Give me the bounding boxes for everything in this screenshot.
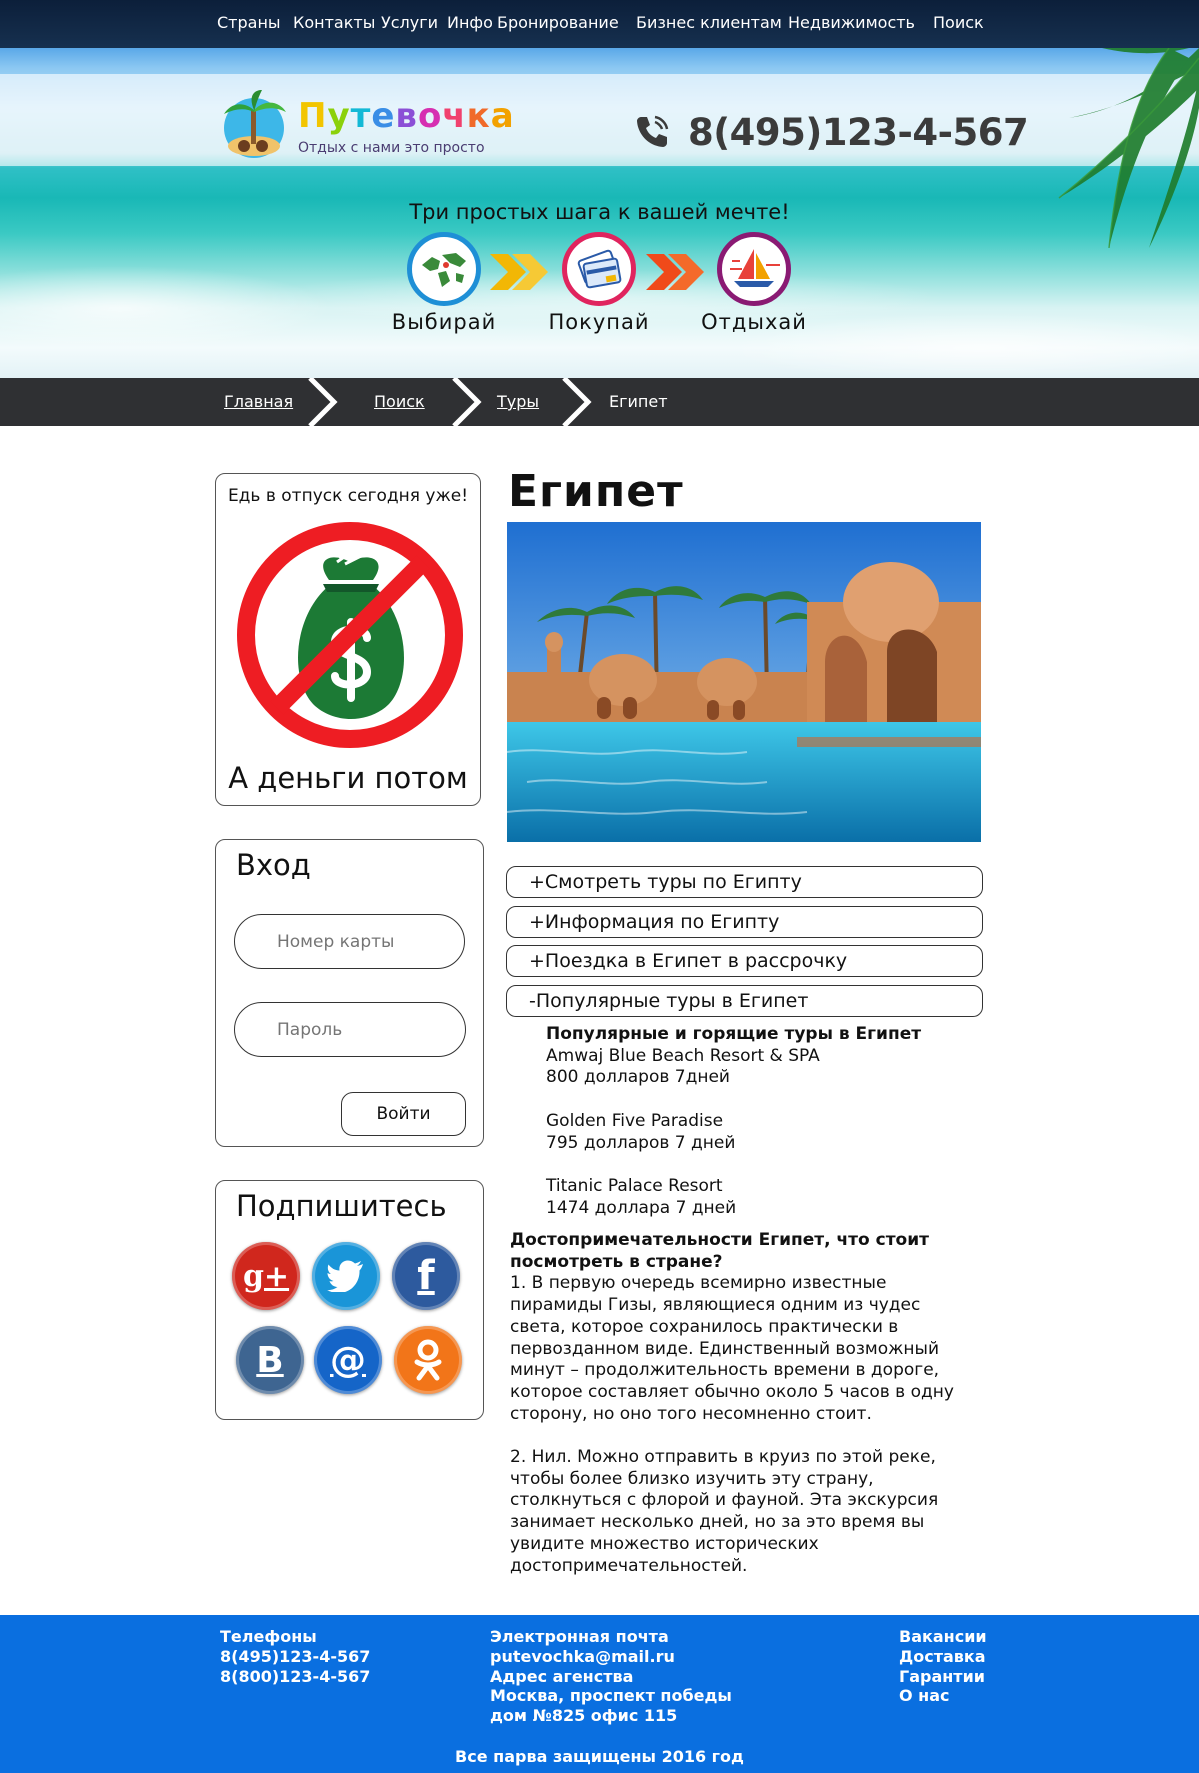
brand-letter: в [395, 96, 418, 136]
nav-item-realty[interactable]: Недвижимость [788, 13, 915, 32]
tour-name: Titanic Palace Resort [546, 1175, 723, 1196]
footer-contacts [490, 1627, 732, 1726]
sights-article [510, 1230, 980, 1577]
tour-price: 800 долларов 7дней [546, 1067, 730, 1088]
promo-card[interactable] [215, 473, 481, 806]
footer-link-guarantees[interactable]: Гарантии [899, 1666, 985, 1686]
odnoklassniki-button[interactable] [394, 1326, 462, 1394]
nav-item-services[interactable]: Услуги [381, 13, 439, 32]
brand-letter: т [350, 96, 372, 136]
footer-address-line: Москва, проспект победы [490, 1686, 732, 1706]
brand-letter: а [490, 96, 515, 136]
footer-phones [220, 1627, 370, 1686]
nav-item-countries[interactable]: Страны [217, 13, 281, 32]
accordion-info[interactable]: +Информация по Египту [506, 906, 983, 938]
login-card [215, 839, 484, 1147]
brand-letter: о [417, 96, 443, 136]
footer-address-title: Адрес агенства [490, 1666, 634, 1686]
sailboat-icon [717, 232, 791, 306]
brand-letter: е [371, 96, 396, 136]
breadcrumb-search[interactable]: Поиск [374, 392, 425, 411]
twitter-icon [327, 1260, 365, 1292]
step-label-choose: Выбирай [391, 310, 497, 334]
brand-letter: П [298, 96, 328, 136]
world-map-icon [407, 232, 481, 306]
facebook-button[interactable] [392, 1242, 460, 1310]
tours-heading: Популярные и горящие туры в Египет [546, 1024, 922, 1044]
footer-address-line: дом №825 офис 115 [490, 1706, 678, 1726]
step-choose[interactable] [384, 232, 504, 334]
site-footer [0, 1615, 1199, 1773]
top-navigation [0, 0, 1199, 48]
breadcrumb-separator-icon [562, 378, 594, 426]
odnoklassniki-icon [411, 1338, 445, 1382]
footer-links [899, 1627, 987, 1706]
footer-link-about[interactable]: О нас [899, 1686, 950, 1706]
steps-title: Три простых шага к вашей мечте! [409, 200, 790, 224]
footer-phone-link[interactable]: 8(495)123-4-567 [220, 1646, 371, 1666]
login-button[interactable]: Войти [341, 1092, 466, 1136]
article-paragraph: 1. В первую очередь всемирно известные пирамиды Гизы, являющиеся одним из чудес света, которое сохранилось практически в первозданном виде. Единственный возможный минут – продолжительность времени в дороге, которое составляет обычно около 5 часов в одну сторону, но оно того несомненно стоит. [510, 1273, 954, 1424]
breadcrumb [0, 378, 1199, 426]
no-money-bag-icon [233, 518, 467, 752]
mail-ru-icon: @ [330, 1339, 366, 1381]
site-logo[interactable] [218, 84, 518, 164]
phone-icon [632, 112, 672, 152]
brand-letter: к [466, 96, 491, 136]
step-buy[interactable] [539, 232, 659, 334]
vkontakte-button[interactable] [236, 1326, 304, 1394]
breadcrumb-separator-icon [452, 378, 484, 426]
tour-name: Amwaj Blue Beach Resort & SPA [546, 1045, 820, 1066]
article-heading: Достопримечательности Египет, что стоит посмотреть в стране? [510, 1230, 929, 1272]
nav-item-contacts[interactable]: Контакты [293, 13, 376, 32]
card-number-input[interactable] [234, 914, 465, 969]
accordion-installment[interactable]: +Поездка в Египет в рассрочку [506, 945, 983, 977]
brand-letter: у [327, 96, 351, 136]
hero-banner [0, 48, 1199, 378]
breadcrumb-separator-icon [308, 378, 340, 426]
nav-item-info[interactable]: Инфо [447, 13, 493, 32]
footer-email-link[interactable]: putevochka@mail.ru [490, 1646, 675, 1666]
footer-phones-title: Телефоны [220, 1627, 317, 1646]
island-logo-icon [218, 88, 290, 160]
twitter-button[interactable] [312, 1242, 380, 1310]
subscribe-card [215, 1180, 484, 1420]
egypt-resort-photo [507, 522, 981, 842]
nav-item-business[interactable]: Бизнес клиентам [636, 13, 782, 32]
step-rest[interactable] [694, 232, 814, 334]
step-label-buy: Покупай [548, 310, 650, 334]
copyright: Все парва защищены 2016 год [455, 1747, 744, 1766]
tour-price: 795 долларов 7 дней [546, 1132, 736, 1153]
subscribe-title: Подпишитесь [236, 1189, 447, 1223]
article-paragraph: 2. Нил. Можно отправить в круиз по этой реке, чтобы более близко изучить эту страну, столкнуться с флорой и фауной. Эта экскурсия занимает несколько дней, но за это время вы увидите множество исторических достопримечательностей. [510, 1447, 939, 1576]
header-phone[interactable] [632, 108, 1028, 156]
credit-card-icon [562, 232, 636, 306]
google-plus-icon: g+ [242, 1258, 290, 1294]
tour-name: Golden Five Paradise [546, 1110, 724, 1131]
accordion-popular-tours[interactable]: -Популярные туры в Египет [506, 985, 983, 1017]
facebook-icon: f [417, 1253, 435, 1299]
tour-price: 1474 доллара 7 дней [546, 1197, 737, 1218]
brand-letter: ч [442, 96, 467, 136]
nav-item-search[interactable]: Поиск [933, 13, 984, 32]
breadcrumb-home[interactable]: Главная [224, 392, 294, 411]
page-title: Египет [508, 466, 684, 517]
footer-phone-link[interactable]: 8(800)123-4-567 [220, 1666, 371, 1686]
breadcrumb-current: Египет [609, 392, 668, 411]
brand-tagline: Отдых с нами это просто [298, 140, 485, 156]
footer-link-vacancies[interactable]: Вакансии [899, 1627, 987, 1646]
password-input[interactable] [234, 1002, 466, 1057]
mail-ru-button[interactable] [314, 1326, 382, 1394]
nav-item-booking[interactable]: Бронирование [497, 13, 619, 32]
login-title: Вход [236, 848, 311, 882]
promo-slogan: А деньги потом [228, 761, 468, 795]
footer-email-title: Электронная почта [490, 1627, 669, 1646]
google-plus-button[interactable] [232, 1242, 300, 1310]
breadcrumb-tours[interactable]: Туры [497, 392, 540, 411]
brand-name [298, 96, 515, 136]
step-label-rest: Отдыхай [701, 310, 807, 334]
promo-headline: Едь в отпуск сегодня уже! [227, 486, 469, 506]
phone-number: 8(495)123-4-567 [688, 110, 1029, 154]
vkontakte-icon: B [256, 1339, 284, 1381]
footer-link-delivery[interactable]: Доставка [899, 1646, 986, 1666]
popular-tours-list [546, 1024, 921, 1219]
accordion-tours[interactable]: +Смотреть туры по Египту [506, 866, 983, 898]
